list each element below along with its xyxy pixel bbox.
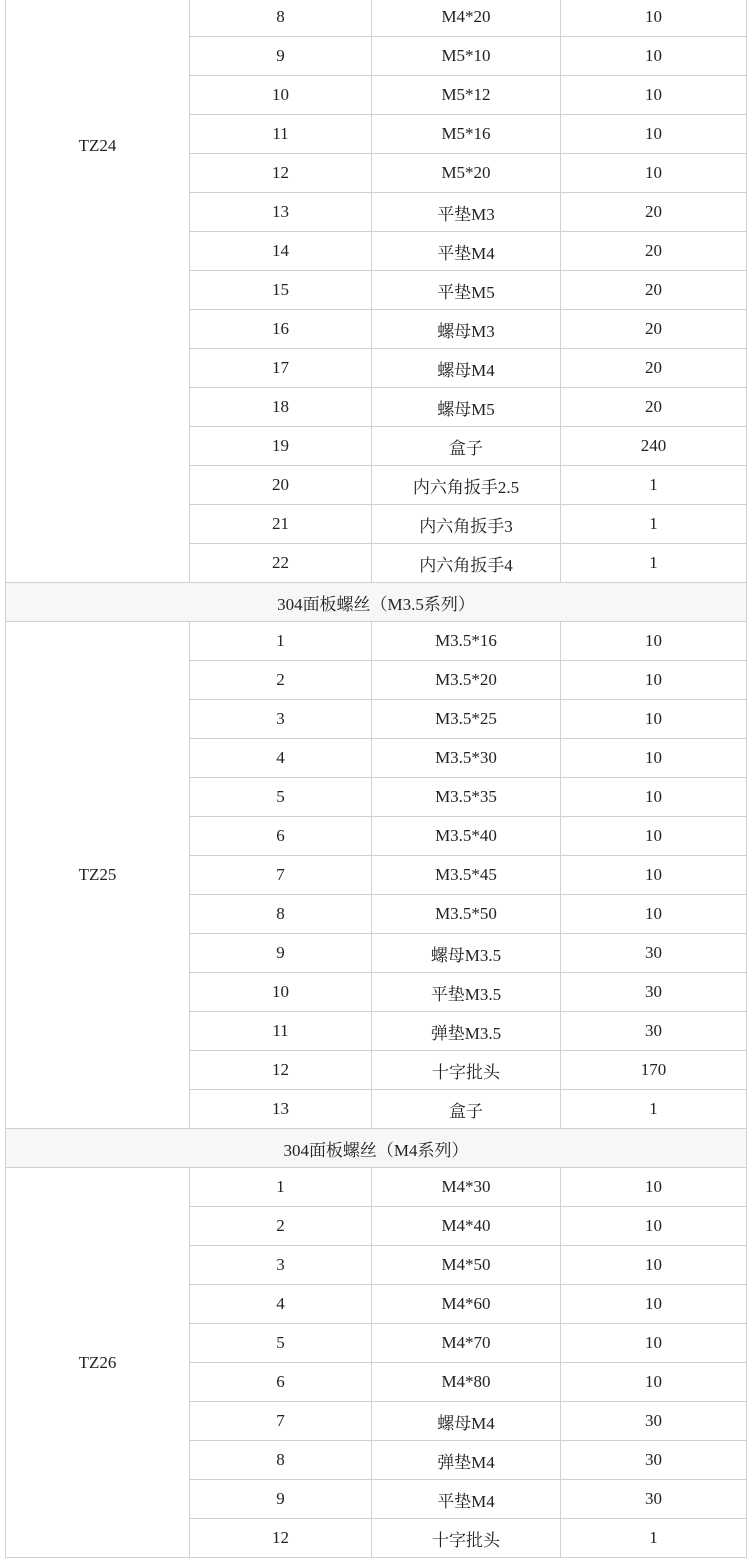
group-code: TZ25 (6, 622, 190, 1129)
table-row (6, 1168, 747, 1207)
item-spec: M4*40 (372, 1207, 561, 1246)
item-quantity: 30 (561, 934, 747, 973)
item-quantity: 20 (561, 271, 747, 310)
item-spec: 盒子 (372, 1090, 561, 1129)
row-number: 21 (190, 505, 372, 544)
item-quantity: 10 (561, 1207, 747, 1246)
item-spec: 螺母M4 (372, 1402, 561, 1441)
row-number: 9 (190, 934, 372, 973)
item-spec: M4*50 (372, 1246, 561, 1285)
row-number: 11 (190, 115, 372, 154)
row-number: 4 (190, 739, 372, 778)
item-spec: 盒子 (372, 427, 561, 466)
item-quantity: 20 (561, 388, 747, 427)
item-quantity: 10 (561, 76, 747, 115)
table-row (6, 0, 747, 37)
row-number: 10 (190, 76, 372, 115)
item-quantity: 1 (561, 544, 747, 583)
item-quantity: 10 (561, 739, 747, 778)
row-number: 22 (190, 544, 372, 583)
item-spec: M5*10 (372, 37, 561, 76)
item-quantity: 10 (561, 115, 747, 154)
item-quantity: 30 (561, 973, 747, 1012)
row-number: 14 (190, 232, 372, 271)
item-quantity: 1 (561, 1090, 747, 1129)
item-spec: M5*12 (372, 76, 561, 115)
item-spec: M3.5*20 (372, 661, 561, 700)
parts-table (5, 0, 747, 1558)
item-spec: M3.5*16 (372, 622, 561, 661)
item-spec: 内六角扳手2.5 (372, 466, 561, 505)
item-quantity: 240 (561, 427, 747, 466)
item-quantity: 10 (561, 0, 747, 37)
item-quantity: 10 (561, 1363, 747, 1402)
row-number: 8 (190, 895, 372, 934)
section-row (6, 583, 747, 622)
item-quantity: 10 (561, 154, 747, 193)
item-spec: M4*70 (372, 1324, 561, 1363)
item-spec: 平垫M3 (372, 193, 561, 232)
row-number: 8 (190, 0, 372, 37)
item-spec: 平垫M3.5 (372, 973, 561, 1012)
row-number: 15 (190, 271, 372, 310)
item-quantity: 20 (561, 232, 747, 271)
parts-table-body (6, 0, 747, 1558)
item-spec: M3.5*25 (372, 700, 561, 739)
item-spec: M5*16 (372, 115, 561, 154)
item-quantity: 10 (561, 661, 747, 700)
row-number: 10 (190, 973, 372, 1012)
item-quantity: 10 (561, 1324, 747, 1363)
item-quantity: 20 (561, 349, 747, 388)
item-spec: 螺母M5 (372, 388, 561, 427)
item-quantity: 30 (561, 1402, 747, 1441)
row-number: 13 (190, 193, 372, 232)
row-number: 16 (190, 310, 372, 349)
row-number: 7 (190, 1402, 372, 1441)
item-quantity: 30 (561, 1012, 747, 1051)
item-quantity: 1 (561, 1519, 747, 1558)
table-row (6, 622, 747, 661)
section-row (6, 1129, 747, 1168)
item-spec: 螺母M3 (372, 310, 561, 349)
row-number: 8 (190, 1441, 372, 1480)
item-quantity: 10 (561, 778, 747, 817)
item-quantity: 10 (561, 1285, 747, 1324)
item-quantity: 30 (561, 1480, 747, 1519)
row-number: 2 (190, 661, 372, 700)
item-spec: 内六角扳手4 (372, 544, 561, 583)
row-number: 3 (190, 700, 372, 739)
item-spec: 内六角扳手3 (372, 505, 561, 544)
item-quantity: 10 (561, 817, 747, 856)
item-spec: M3.5*30 (372, 739, 561, 778)
row-number: 17 (190, 349, 372, 388)
row-number: 9 (190, 1480, 372, 1519)
item-spec: M3.5*40 (372, 817, 561, 856)
item-spec: M4*20 (372, 0, 561, 37)
row-number: 5 (190, 778, 372, 817)
row-number: 19 (190, 427, 372, 466)
item-spec: M5*20 (372, 154, 561, 193)
row-number: 6 (190, 817, 372, 856)
item-spec: 螺母M3.5 (372, 934, 561, 973)
group-code: TZ24 (6, 0, 190, 583)
row-number: 12 (190, 1051, 372, 1090)
item-quantity: 20 (561, 193, 747, 232)
item-quantity: 10 (561, 1168, 747, 1207)
item-quantity: 10 (561, 622, 747, 661)
item-quantity: 1 (561, 466, 747, 505)
item-spec: 平垫M4 (372, 232, 561, 271)
item-quantity: 170 (561, 1051, 747, 1090)
row-number: 11 (190, 1012, 372, 1051)
group-code: TZ26 (6, 1168, 190, 1558)
item-quantity: 30 (561, 1441, 747, 1480)
item-spec: 平垫M4 (372, 1480, 561, 1519)
item-spec: M4*80 (372, 1363, 561, 1402)
item-spec: 弹垫M3.5 (372, 1012, 561, 1051)
item-quantity: 10 (561, 1246, 747, 1285)
row-number: 9 (190, 37, 372, 76)
item-spec: M4*60 (372, 1285, 561, 1324)
row-number: 2 (190, 1207, 372, 1246)
row-number: 13 (190, 1090, 372, 1129)
item-quantity: 10 (561, 856, 747, 895)
row-number: 4 (190, 1285, 372, 1324)
item-spec: 螺母M4 (372, 349, 561, 388)
section-title: 304面板螺丝（M4系列） (6, 1129, 747, 1168)
row-number: 1 (190, 622, 372, 661)
row-number: 20 (190, 466, 372, 505)
row-number: 1 (190, 1168, 372, 1207)
item-quantity: 20 (561, 310, 747, 349)
item-spec: 十字批头 (372, 1519, 561, 1558)
row-number: 7 (190, 856, 372, 895)
section-title: 304面板螺丝（M3.5系列） (6, 583, 747, 622)
row-number: 12 (190, 154, 372, 193)
row-number: 12 (190, 1519, 372, 1558)
item-quantity: 10 (561, 895, 747, 934)
row-number: 5 (190, 1324, 372, 1363)
item-quantity: 1 (561, 505, 747, 544)
item-spec: 十字批头 (372, 1051, 561, 1090)
item-spec: 平垫M5 (372, 271, 561, 310)
item-spec: 弹垫M4 (372, 1441, 561, 1480)
item-quantity: 10 (561, 37, 747, 76)
item-spec: M3.5*35 (372, 778, 561, 817)
item-spec: M4*30 (372, 1168, 561, 1207)
item-quantity: 10 (561, 700, 747, 739)
row-number: 3 (190, 1246, 372, 1285)
row-number: 6 (190, 1363, 372, 1402)
row-number: 18 (190, 388, 372, 427)
item-spec: M3.5*50 (372, 895, 561, 934)
item-spec: M3.5*45 (372, 856, 561, 895)
